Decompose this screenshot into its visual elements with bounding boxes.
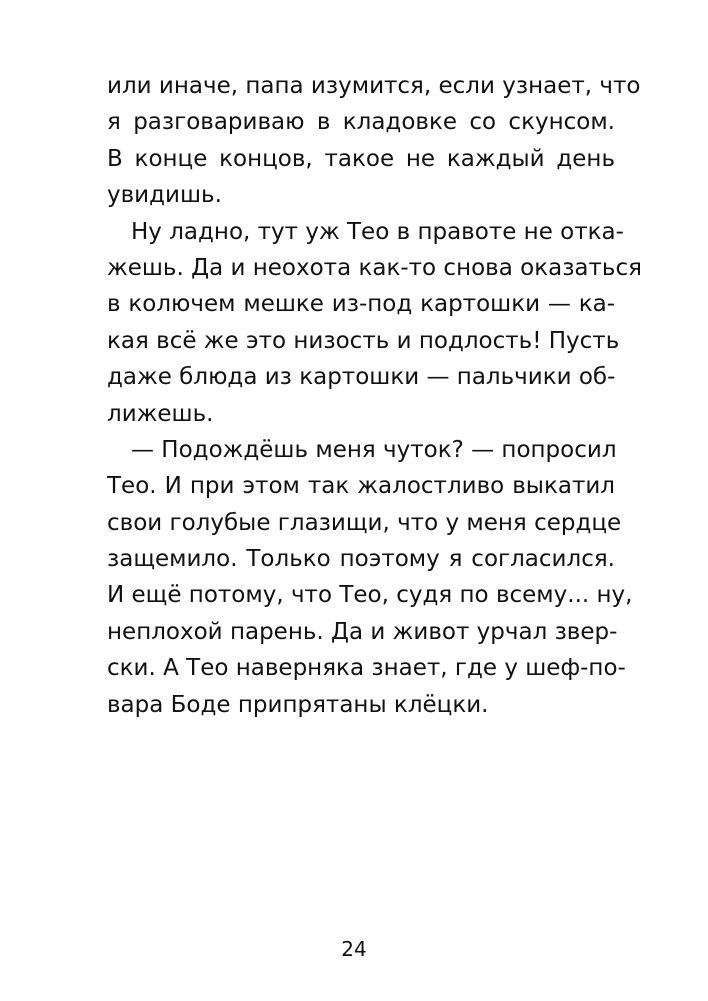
page-text xyxy=(107,68,642,723)
text-line: вара Боде припрятаны клёцки. xyxy=(107,691,489,718)
text-line: Тео. И при этом так жалостливо выкатил xyxy=(107,473,615,500)
text-line: или иначе, папа изумится, если узнает, что xyxy=(107,73,641,99)
page-number: 24 xyxy=(341,937,367,961)
text-line: увидишь. xyxy=(107,182,222,209)
text-line: я разговариваю в кладовке со скунсом. xyxy=(107,109,615,136)
text-line: даже блюда из картошки — пальчики об- xyxy=(107,364,616,391)
paragraph xyxy=(107,68,641,214)
text-line: лижешь. xyxy=(107,400,214,427)
text-line: ски. А Тео наверняка знает, где у шеф-по- xyxy=(107,655,626,682)
text-line: — Подождёшь меня чуток? — попросил xyxy=(131,436,617,463)
text-line: Ну ладно, тут уж Тео в правоте не отка- xyxy=(131,218,624,245)
text-line: В конце концов, такое не каждый день xyxy=(107,145,615,172)
text-line: свои голубые глазищи, что у меня сердце xyxy=(107,509,622,536)
text-line: неплохой парень. Да и живот урчал звер- xyxy=(107,618,618,645)
text-line: жешь. Да и неохота как-то снова оказаться xyxy=(107,254,642,281)
text-line: И ещё потому, что Тео, судя по всему... ну, xyxy=(107,582,633,609)
paragraph xyxy=(107,214,642,432)
paragraph xyxy=(107,432,633,723)
text-line: защемило. Только поэтому я согласился. xyxy=(107,546,615,573)
text-line: в колючем мешке из-под картошки — ка- xyxy=(107,291,615,318)
text-line: кая всё же это низость и подлость! Пусть xyxy=(107,327,620,354)
